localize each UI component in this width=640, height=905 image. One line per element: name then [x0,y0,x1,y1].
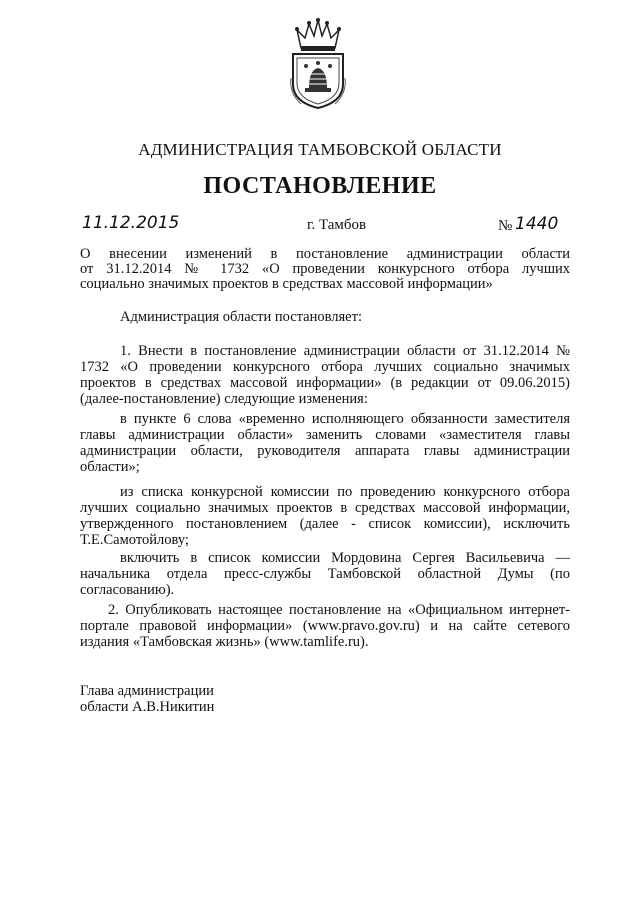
paragraph-1: 1. Внести в постановление администрации области от 31.12.2014 № 1732 «О проведении конкурсного отбора лучших социально значимых проектов в средствах массовой информации» (в редакции от 09.06.2015) (далее-постановление) следующие изменения: [80,343,570,407]
document-number: 1440 [515,214,559,234]
document-title: ПОСТАНОВЛЕНИЕ [203,173,437,199]
paragraph-1c: включить в список комиссии Мордовина Сергея Васильевича — начальника отдела пресс-службы Тамбовской областной Думы (по согласованию). [80,550,570,598]
subject-line: от 31.12.2014 № 1732 «О проведении конкурсного отбора лучших [80,261,570,277]
subject-line: социально значимых проектов в средствах массовой информации» [80,276,493,292]
signature-line: области А.В.Никитин [80,699,215,715]
signature-block [80,683,214,715]
coat-of-arms-icon [287,18,349,110]
organization-name: АДМИНИСТРАЦИЯ ТАМБОВСКОЙ ОБЛАСТИ [138,140,502,159]
document-date: 11.12.2015 [82,213,180,233]
subject-line: О внесении изменений в постановление администрации области [80,246,570,262]
paragraph-1a: в пункте 6 слова «временно исполняющего обязанности заместителя главы администрации области» заменить словами «заместителя главы администрации области, руководителя аппарата главы администрации области»; [80,411,570,475]
preamble: Администрация области постановляет: [120,309,362,325]
signature-line: Глава администрации [80,683,214,699]
document-subject [80,247,570,292]
paragraph-1b: из списка конкурсной комиссии по проведению конкурсного отбора лучших социально значимых проектов в средствах массовой информации, утвержденного постановлением (далее - список комиссии), исключить Т.Е.Самотойлову; [80,484,570,548]
document-city: г. Тамбов [307,217,367,233]
document-number-label: № [498,218,513,234]
paragraph-2: 2. Опубликовать настоящее постановление на «Официальном интернет-портале правовой информации» (www.pravo.gov.ru) и на сайте сетевого издания «Тамбовская жизнь» (www.tamlife.ru). [80,602,570,650]
